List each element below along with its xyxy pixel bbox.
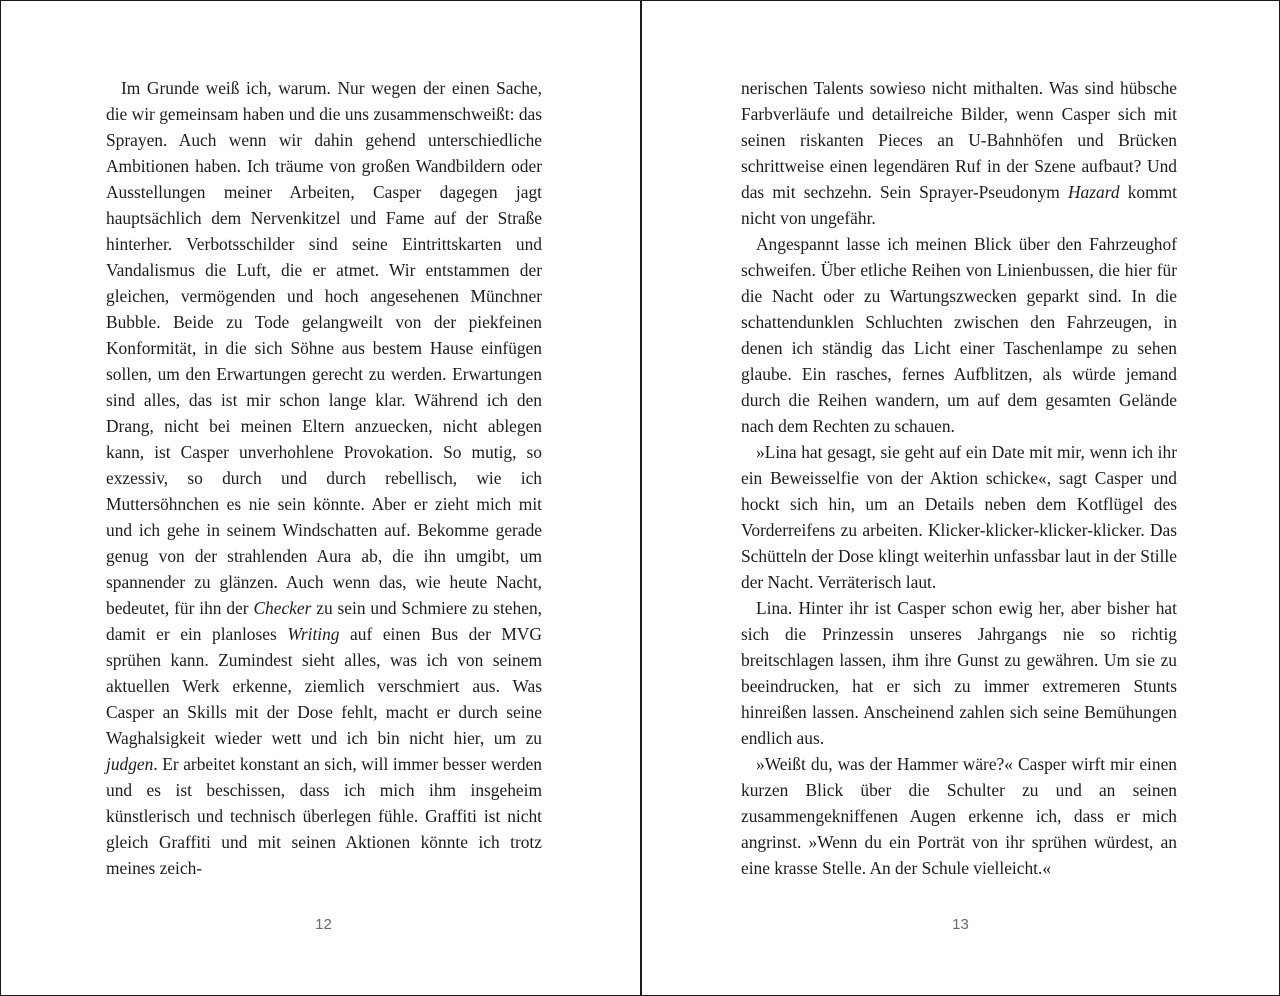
- italic-term: Hazard: [1068, 182, 1120, 202]
- text-run: »Weißt du, was der Hammer wäre?« Casper wirft mir einen kurzen Blick über die Schulter zu und an seinen zusammengekniffenen Augen erkenne ich, dass er mich angrinst. »Wenn du ein Porträt von ihr sprühen würdest, an eine krasse Stelle. An der Schule vielleicht.«: [741, 754, 1177, 878]
- paragraph: [741, 439, 1177, 595]
- page-number-left: 12: [315, 916, 332, 933]
- text-run: Im Grunde weiß ich, warum. Nur wegen der einen Sache, die wir gemeinsam haben und die uns zusammenschweißt: das Sprayen. Auch wenn wir dahin gehend unterschiedliche Ambitionen haben. Ich träume von großen Wandbildern oder Ausstellungen meiner Arbeiten, Casper dagegen jagt hauptsächlich dem Nervenkitzel und Fame auf der Straße hinterher. Verbotsschilder sind seine Eintrittskarten und Vandalismus die Luft, die er atmet. Wir entstammen der gleichen, vermögenden und hoch angesehenen Münchner Bubble. Beide zu Tode gelangweilt von der piekfeinen Konformität, in die sich Söhne aus bestem Hause einfügen sollen, um den Erwartungen gerecht zu werden. Erwartungen sind alles, das ist mir schon lange klar. Während ich den Drang, nicht bei meinen Eltern anzuecken, nicht ablegen kann, ist Casper unverhohlene Provokation. So mutig, so exzessiv, so durch und durch rebellisch, wie ich Muttersöhnchen es nie sein könnte. Aber er zieht mich mit und ich gehe in seinem Windschatten auf. Bekomme gerade genug von der strahlenden Aura ab, die ihn umgibt, um spannender zu glänzen. Auch wenn das, wie heute Nacht, bedeutet, für ihn der: [106, 78, 542, 618]
- text-run: Angespannt lasse ich meinen Blick über den Fahrzeughof schweifen. Über etliche Reihen von Linienbussen, die hier für die Nacht oder zu Wartungszwecken geparkt sind. In die schattendunklen Schluchten zwischen den Fahrzeugen, in denen ich ständig das Licht einer Taschenlampe zu sehen glaube. Ein rasches, fernes Aufblitzen, als würde jemand durch die Reihen wandern, um auf dem gesamten Gelände nach dem Rechten zu schauen.: [741, 234, 1177, 436]
- paragraph: [106, 75, 542, 881]
- text-run: Lina. Hinter ihr ist Casper schon ewig her, aber bisher hat sich die Prinzessin unseres Jahrgangs nie so richtig breitschlagen lassen, ihm ihre Gunst zu gewähren. Um sie zu beeindrucken, hat er sich zu immer extremeren Stunts hinreißen lassen. Anscheinend zahlen sich seine Bemühungen endlich aus.: [741, 598, 1177, 748]
- paragraph: [741, 595, 1177, 751]
- text-run: zu sein und Schmiere zu stehen, damit er ein planloses: [106, 598, 542, 644]
- paragraph: [741, 75, 1177, 231]
- text-run: »Lina hat gesagt, sie geht auf ein Date mit mir, wenn ich ihr ein Beweisselfie von der Aktion schicke«, sagt Casper und hockt sich hin, um an Details neben dem Kotflügel des Vorderreifens zu arbeiten. Klicker-klicker-klicker-klicker. Das Schütteln der Dose klingt weiterhin unfassbar laut in der Stille der Nacht. Verräterisch laut.: [741, 442, 1177, 592]
- paragraph: [741, 231, 1177, 439]
- italic-term: Checker: [253, 598, 312, 618]
- text-run: kommt nicht von ungefähr.: [741, 182, 1178, 228]
- text-run: auf einen Bus der MVG sprühen kann. Zumindest sieht alles, was ich von seinem aktuellen Werk erkenne, ziemlich verschmiert aus. Was Casper an Skills mit der Dose fehlt, macht er durch seine Waghalsigkeit wieder wett und ich bin nicht hier, um zu: [106, 624, 542, 748]
- page-number-right: 13: [952, 916, 969, 933]
- italic-term: Writing: [287, 624, 340, 644]
- paragraph: [741, 751, 1177, 881]
- text-run: . Er arbeitet konstant an sich, will immer besser werden und es ist beschissen, dass ich mich ihm insgeheim künstlerisch und technisch überlegen fühle. Graffiti ist nicht gleich Graffiti und mit seinen Aktionen könnte ich trotz meines zeich-: [106, 754, 542, 878]
- left-page-text: [106, 75, 542, 881]
- right-page: [642, 1, 1280, 996]
- text-run: nerischen Talents sowieso nicht mithalten. Was sind hübsche Farbverläufe und detailreiche Bilder, wenn Casper sich mit seinen riskanten Pieces an U-Bahnhöfen und Brücken schrittweise einen legendären Ruf in der Szene aufbaut? Und das mit sechzehn. Sein Sprayer-Pseudonym: [741, 78, 1177, 202]
- right-page-text: [741, 75, 1177, 881]
- italic-term: judgen: [106, 754, 154, 774]
- left-page: [1, 1, 640, 996]
